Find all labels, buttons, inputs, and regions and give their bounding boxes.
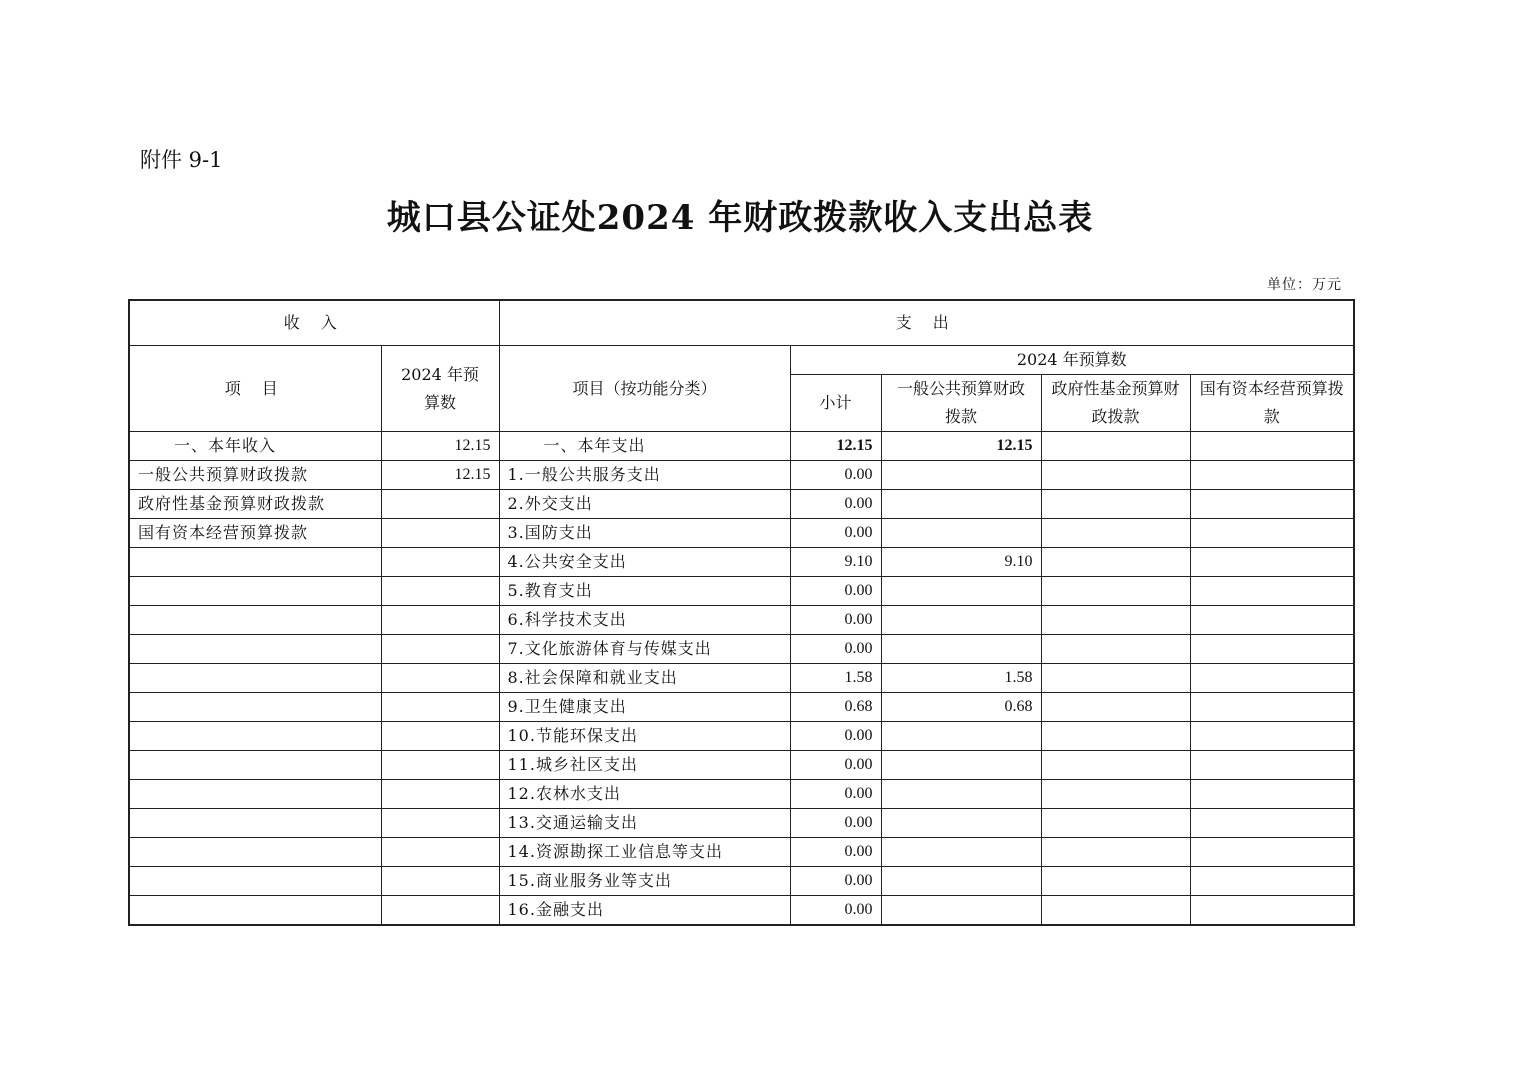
expense-state-capital	[1190, 809, 1354, 838]
expense-label: 12.农林水支出	[499, 780, 790, 809]
table-row	[129, 809, 1354, 838]
table-row	[129, 577, 1354, 606]
income-label: 一般公共预算财政拨款	[129, 461, 381, 490]
expense-state-capital	[1190, 693, 1354, 722]
expense-gov-fund	[1041, 490, 1190, 519]
col-subtotal-header: 小计	[790, 375, 881, 432]
expense-label: 8.社会保障和就业支出	[499, 664, 790, 693]
expense-subtotal: 0.00	[790, 838, 881, 867]
expense-subtotal: 0.00	[790, 780, 881, 809]
income-label	[129, 809, 381, 838]
col-state-capital-header: 国有资本经营预算拨款	[1190, 375, 1354, 432]
expense-state-capital	[1190, 461, 1354, 490]
expense-state-capital	[1190, 635, 1354, 664]
table-row	[129, 780, 1354, 809]
expense-general	[881, 606, 1041, 635]
expense-general: 0.68	[881, 693, 1041, 722]
income-value	[381, 780, 499, 809]
expense-label: 3.国防支出	[499, 519, 790, 548]
expense-label: 6.科学技术支出	[499, 606, 790, 635]
expense-subtotal: 0.00	[790, 896, 881, 926]
col-func-header: 项目（按功能分类）	[499, 346, 790, 432]
income-value	[381, 490, 499, 519]
expense-general	[881, 809, 1041, 838]
income-label	[129, 751, 381, 780]
income-label: 政府性基金预算财政拨款	[129, 490, 381, 519]
expense-subtotal: 0.00	[790, 751, 881, 780]
expense-subtotal: 0.00	[790, 635, 881, 664]
income-label	[129, 896, 381, 926]
income-value	[381, 664, 499, 693]
expense-label: 4.公共安全支出	[499, 548, 790, 577]
expense-gov-fund	[1041, 664, 1190, 693]
table-row	[129, 548, 1354, 577]
expense-label: 15.商业服务业等支出	[499, 867, 790, 896]
expense-state-capital	[1190, 606, 1354, 635]
expense-gov-fund	[1041, 896, 1190, 926]
income-label	[129, 780, 381, 809]
income-value	[381, 548, 499, 577]
table-row	[129, 432, 1354, 461]
expense-general	[881, 490, 1041, 519]
expense-label: 10.节能环保支出	[499, 722, 790, 751]
expense-general	[881, 722, 1041, 751]
table-row	[129, 490, 1354, 519]
attachment-label: 附件 9-1	[140, 148, 223, 172]
expense-label: 11.城乡社区支出	[499, 751, 790, 780]
expense-gov-fund	[1041, 751, 1190, 780]
expense-state-capital	[1190, 490, 1354, 519]
expense-general: 1.58	[881, 664, 1041, 693]
income-header: 收 入	[129, 300, 499, 346]
expense-label: 16.金融支出	[499, 896, 790, 926]
table-row	[129, 693, 1354, 722]
table-row	[129, 867, 1354, 896]
expense-gov-fund	[1041, 606, 1190, 635]
expense-subtotal: 0.00	[790, 867, 881, 896]
expense-gov-fund	[1041, 461, 1190, 490]
expense-gov-fund	[1041, 809, 1190, 838]
expense-label: 9.卫生健康支出	[499, 693, 790, 722]
income-value	[381, 606, 499, 635]
expense-general	[881, 577, 1041, 606]
expense-general: 9.10	[881, 548, 1041, 577]
page-title: 城口县公证处2024 年财政拨款收入支出总表	[386, 198, 1094, 238]
expense-label: 5.教育支出	[499, 577, 790, 606]
expense-label: 一、本年支出	[499, 432, 790, 461]
expense-gov-fund	[1041, 867, 1190, 896]
expense-state-capital	[1190, 432, 1354, 461]
expense-subtotal: 1.58	[790, 664, 881, 693]
expense-gov-fund	[1041, 693, 1190, 722]
expense-subtotal: 0.00	[790, 490, 881, 519]
col-budget-group-header: 2024 年预算数	[790, 346, 1354, 375]
income-value	[381, 693, 499, 722]
expense-label: 1.一般公共服务支出	[499, 461, 790, 490]
income-value	[381, 867, 499, 896]
expense-subtotal: 0.68	[790, 693, 881, 722]
expense-state-capital	[1190, 867, 1354, 896]
expense-subtotal: 12.15	[790, 432, 881, 461]
expense-gov-fund	[1041, 722, 1190, 751]
table-row	[129, 838, 1354, 867]
income-value: 12.15	[381, 461, 499, 490]
table-row	[129, 461, 1354, 490]
col-gov-fund-header: 政府性基金预算财政拨款	[1041, 375, 1190, 432]
expense-gov-fund	[1041, 519, 1190, 548]
expense-gov-fund	[1041, 548, 1190, 577]
income-label	[129, 722, 381, 751]
expense-state-capital	[1190, 751, 1354, 780]
expense-gov-fund	[1041, 780, 1190, 809]
expense-gov-fund	[1041, 432, 1190, 461]
expense-subtotal: 0.00	[790, 722, 881, 751]
expense-gov-fund	[1041, 838, 1190, 867]
income-label	[129, 577, 381, 606]
expense-state-capital	[1190, 722, 1354, 751]
income-value	[381, 809, 499, 838]
expense-state-capital	[1190, 838, 1354, 867]
expense-label: 7.文化旅游体育与传媒支出	[499, 635, 790, 664]
expense-gov-fund	[1041, 577, 1190, 606]
table-row	[129, 519, 1354, 548]
col-budget-header: 2024 年预算数	[381, 346, 499, 432]
expense-subtotal: 0.00	[790, 519, 881, 548]
expense-general	[881, 751, 1041, 780]
expense-label: 14.资源勘探工业信息等支出	[499, 838, 790, 867]
income-label	[129, 664, 381, 693]
unit-label: 单位：万元	[1267, 277, 1342, 293]
income-label	[129, 693, 381, 722]
income-value	[381, 838, 499, 867]
income-label	[129, 635, 381, 664]
income-label	[129, 606, 381, 635]
income-value	[381, 896, 499, 926]
expense-state-capital	[1190, 664, 1354, 693]
expense-label: 13.交通运输支出	[499, 809, 790, 838]
col-item-header: 项 目	[129, 346, 381, 432]
expense-state-capital	[1190, 577, 1354, 606]
table-row	[129, 635, 1354, 664]
expense-general	[881, 896, 1041, 926]
income-value	[381, 635, 499, 664]
expense-header: 支 出	[499, 300, 1354, 346]
income-value	[381, 751, 499, 780]
budget-table	[128, 299, 1355, 926]
col-general-header: 一般公共预算财政拨款	[881, 375, 1041, 432]
expense-general	[881, 867, 1041, 896]
expense-state-capital	[1190, 896, 1354, 926]
expense-subtotal: 9.10	[790, 548, 881, 577]
expense-gov-fund	[1041, 635, 1190, 664]
income-value	[381, 722, 499, 751]
table-row	[129, 896, 1354, 926]
expense-subtotal: 0.00	[790, 461, 881, 490]
expense-general	[881, 635, 1041, 664]
income-label	[129, 838, 381, 867]
table-row	[129, 664, 1354, 693]
expense-label: 2.外交支出	[499, 490, 790, 519]
table-row	[129, 722, 1354, 751]
expense-general: 12.15	[881, 432, 1041, 461]
table-row	[129, 751, 1354, 780]
income-label	[129, 867, 381, 896]
expense-subtotal: 0.00	[790, 606, 881, 635]
expense-general	[881, 838, 1041, 867]
income-value	[381, 577, 499, 606]
expense-general	[881, 519, 1041, 548]
expense-general	[881, 780, 1041, 809]
income-value	[381, 519, 499, 548]
expense-state-capital	[1190, 780, 1354, 809]
expense-subtotal: 0.00	[790, 809, 881, 838]
expense-general	[881, 461, 1041, 490]
income-label	[129, 548, 381, 577]
expense-subtotal: 0.00	[790, 577, 881, 606]
expense-state-capital	[1190, 519, 1354, 548]
expense-state-capital	[1190, 548, 1354, 577]
table-row	[129, 606, 1354, 635]
income-label: 一、本年收入	[129, 432, 381, 461]
income-label: 国有资本经营预算拨款	[129, 519, 381, 548]
income-value: 12.15	[381, 432, 499, 461]
